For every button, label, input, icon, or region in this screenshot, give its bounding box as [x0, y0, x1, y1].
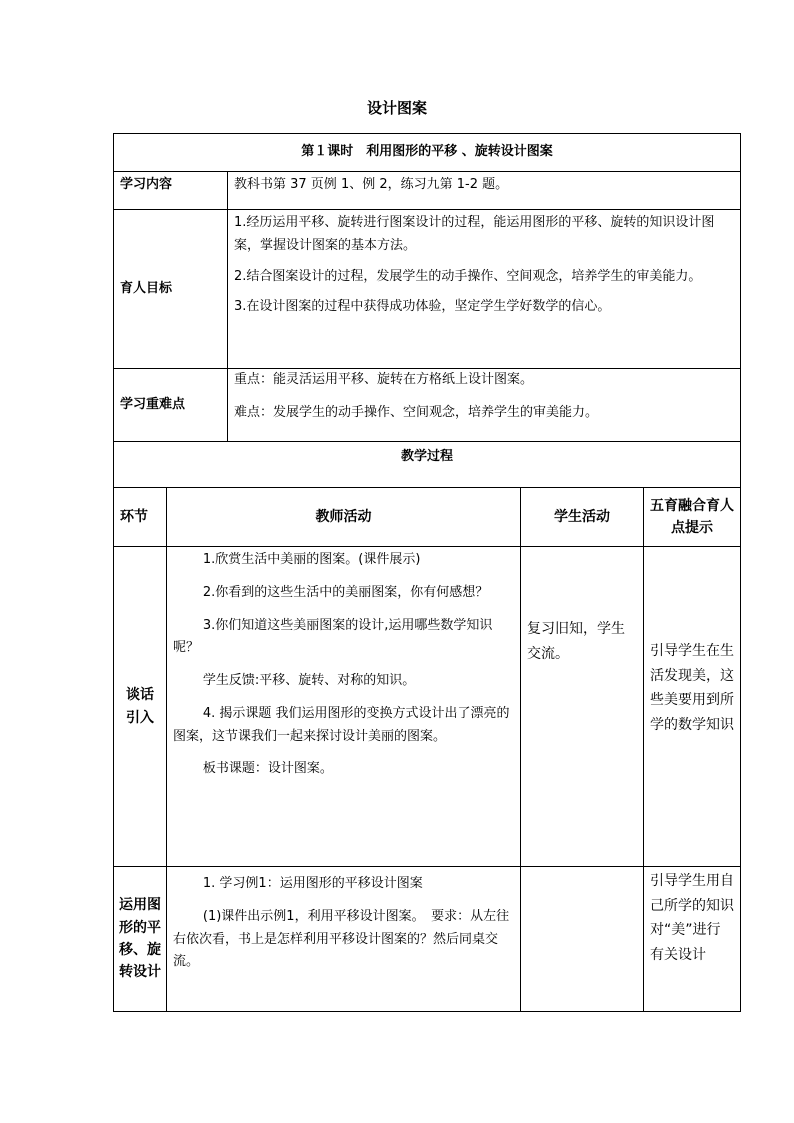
teacher-step: 学生反馈:平移、旋转、对称的知识。	[202, 673, 416, 688]
header-student: 学生活动	[521, 488, 644, 547]
intro-student-cell: 复习旧知，学生交流。	[521, 547, 644, 867]
process-title: 教学过程	[114, 442, 741, 488]
goal-item: 1.经历运用平移、旋转进行图案设计的过程，能运用图形的平移、旋转的知识设计图案，掌握设计图案的基本方法。	[234, 215, 715, 253]
teacher-step: 3.你们知道这些美丽图案的设计,运用哪些数学知识呢？	[173, 617, 493, 656]
teacher-step: 1. 学习例1：运用图形的平移设计图案	[202, 876, 423, 891]
header-stage: 环节	[114, 488, 167, 547]
teacher-step: 1.欣赏生活中美丽的图案。(课件展示)	[202, 552, 421, 567]
design-row	[114, 867, 741, 1012]
goal-item: 2.结合图案设计的过程，发展学生的动手操作、空间观念，培养学生的审美能力。	[234, 268, 702, 284]
header-row	[114, 488, 741, 547]
design-student-cell	[521, 867, 644, 1012]
teacher-step: 板书课题：设计图案。	[202, 761, 333, 777]
header-teacher: 教师活动	[167, 488, 521, 547]
stage-label: 运用图形的平移、旋转设计	[114, 867, 167, 1012]
goal-item: 3.在设计图案的过程中获得成功体验，坚定学生学好数学的信心。	[234, 299, 611, 315]
intro-hint-cell: 引导学生在生活发现美，这些美要用到所学的数学知识	[644, 547, 741, 867]
document-title: 设计图案	[366, 99, 427, 117]
goals-label: 育人目标	[114, 210, 228, 369]
content-row	[114, 172, 741, 210]
process-title-row	[114, 442, 741, 488]
content-text: 教科书第 37 页例 1、例 2，练习九第 1-2 题。	[228, 172, 741, 210]
goals-row	[114, 210, 741, 369]
design-hint-cell: 引导学生用自己所学的知识对“美”进行有关设计	[644, 867, 741, 1012]
lesson-title: 第１课时 利用图形的平移 、旋转设计图案	[114, 134, 741, 172]
content-label: 学习内容	[114, 172, 228, 210]
header-hint: 五育融合育人点提示	[644, 488, 741, 547]
teacher-step: 4. 揭示课题 我们运用图形的变换方式设计出了漂亮的图案，这节课我们一起来探讨设计美丽的图案。	[173, 705, 510, 744]
key-points-label: 学习重难点	[114, 369, 228, 442]
intro-teacher-cell	[167, 547, 521, 867]
lesson-title-row	[114, 134, 741, 172]
intro-row	[114, 547, 741, 867]
key-point-item: 重点：能灵活运用平移、旋转在方格纸上设计图案。	[234, 372, 534, 387]
lesson-plan-table	[113, 133, 741, 1012]
key-point-item: 难点：发展学生的动手操作、空间观念，培养学生的审美能力。	[234, 404, 599, 420]
key-points-cell	[228, 369, 741, 442]
stage-label: 谈话引入	[114, 547, 167, 867]
key-points-row	[114, 369, 741, 442]
teacher-step: (1)课件出示例1，利用平移设计图案。 要求：从左往右依次看，书上是怎样利用平移设计图案的？然后同桌交流。	[173, 908, 510, 970]
design-teacher-cell	[167, 867, 521, 1012]
goals-cell	[228, 210, 741, 369]
teacher-step: 2.你看到的这些生活中的美丽图案，你有何感想？	[202, 584, 489, 600]
